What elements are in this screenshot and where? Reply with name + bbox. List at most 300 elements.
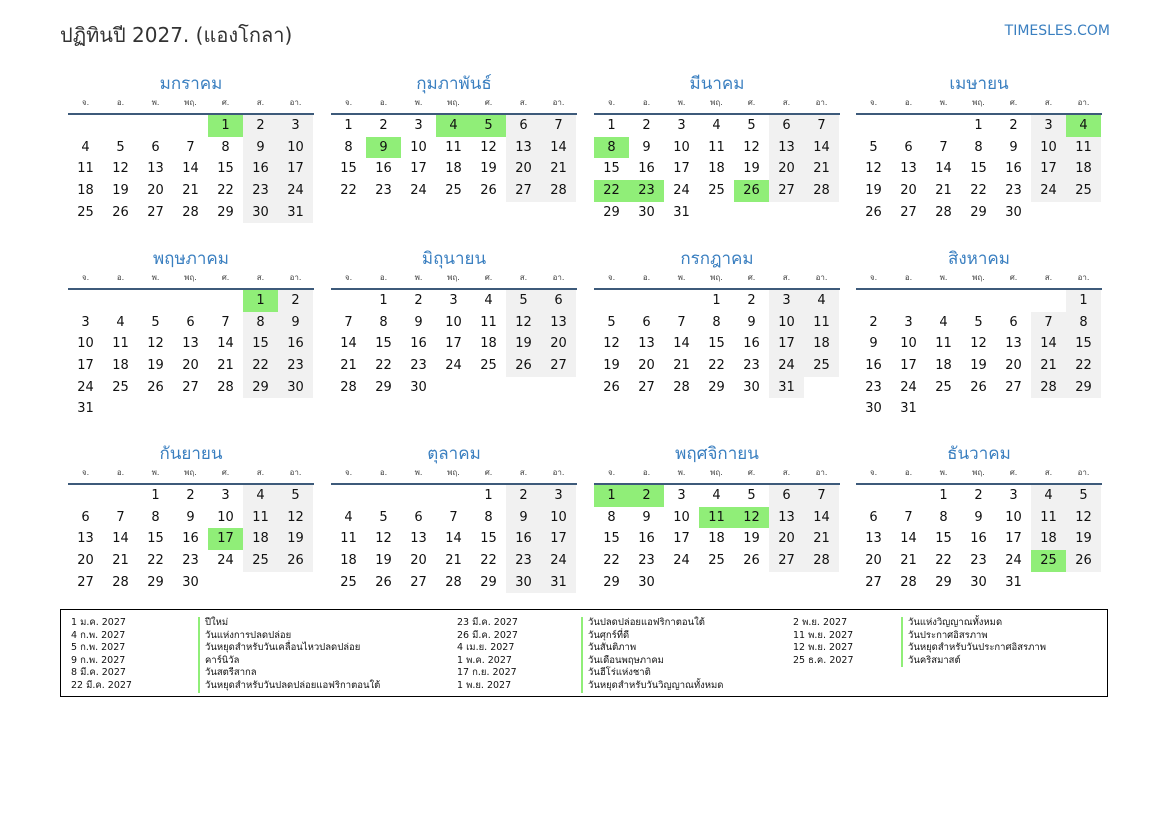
holiday-day-cell: 4 (1066, 115, 1101, 137)
day-cell: 3 (677, 488, 686, 503)
day-cell: 18 (77, 183, 94, 199)
holiday-name: วันปลดปล่อยแอฟริกาตอนใต้ (588, 617, 705, 628)
day-cell: 6 (869, 509, 878, 525)
day-cell: 23 (278, 355, 313, 377)
day-cell: 12 (480, 139, 497, 155)
day-cell: 14 (541, 137, 576, 159)
day-cell: 28 (541, 180, 576, 202)
day-cell: 8 (151, 509, 160, 525)
day-cell: 19 (506, 333, 541, 355)
day-cell: 19 (1066, 528, 1101, 550)
weekday-label: พ. (677, 468, 686, 477)
empty-cell (103, 485, 138, 507)
day-cell: 27 (900, 204, 917, 220)
weekday-label: ส. (256, 468, 265, 477)
day-cell: 24 (541, 550, 576, 572)
month-block (594, 248, 840, 398)
day-cell: 19 (743, 161, 760, 177)
holiday-name: คาร์นิวัล (205, 654, 240, 666)
empty-cell (996, 290, 1031, 312)
day-cell: 25 (708, 553, 725, 569)
weekday-label: อา. (289, 273, 302, 282)
day-cell: 11 (1031, 507, 1066, 529)
day-cell: 2 (414, 293, 423, 308)
day-cell: 23 (743, 358, 760, 374)
day-cell: 27 (410, 574, 427, 590)
weekday-label: อ. (642, 98, 651, 107)
day-cell: 3 (1009, 488, 1018, 503)
day-cell: 11 (340, 531, 357, 547)
day-cell: 2 (243, 115, 278, 137)
holiday-names-column (901, 617, 1046, 667)
day-cell: 22 (217, 183, 234, 199)
holiday-day-cell: 17 (208, 528, 243, 550)
day-cell: 11 (243, 507, 278, 529)
holiday-day-cell: 5 (471, 115, 506, 137)
day-cell: 21 (445, 553, 462, 569)
day-cell: 29 (217, 204, 234, 220)
day-cell: 24 (445, 358, 462, 374)
weekday-label: ศ. (747, 273, 756, 282)
day-cell: 17 (673, 531, 690, 547)
day-cell: 4 (81, 139, 90, 155)
day-cell: 30 (970, 574, 987, 590)
day-cell: 5 (747, 488, 756, 503)
day-cell: 30 (638, 574, 655, 590)
weekday-label: พฤ. (710, 98, 723, 107)
empty-cell (138, 290, 173, 312)
holiday-dates-column (71, 617, 132, 693)
day-cell: 10 (77, 336, 94, 352)
day-cell: 21 (217, 358, 234, 374)
day-grid (594, 115, 840, 223)
day-cell: 28 (445, 574, 462, 590)
weekday-label: ศ. (1009, 273, 1018, 282)
day-cell: 16 (865, 358, 882, 374)
weekday-label: อ. (642, 273, 651, 282)
month-name: มิถุนายน (421, 249, 487, 269)
month-name: สิงหาคม (947, 249, 1010, 269)
day-cell: 15 (970, 161, 987, 177)
day-cell: 5 (607, 314, 616, 330)
weekday-label: จ. (607, 468, 616, 477)
day-cell: 30 (506, 572, 541, 594)
day-cell: 13 (506, 137, 541, 159)
holiday-date: 12 พ.ย. 2027 (793, 642, 854, 654)
day-cell: 12 (147, 336, 164, 352)
day-cell: 4 (712, 488, 721, 503)
month-name: เมษายน (949, 74, 1009, 94)
day-cell: 22 (603, 553, 620, 569)
day-cell: 19 (147, 358, 164, 374)
day-cell: 29 (375, 379, 392, 395)
day-cell: 10 (673, 509, 690, 525)
day-cell: 6 (769, 115, 804, 137)
weekday-label: พ. (939, 468, 948, 477)
day-cell: 1 (379, 293, 388, 308)
empty-cell (961, 290, 996, 312)
day-cell: 4 (939, 314, 948, 330)
day-cell: 24 (1031, 180, 1066, 202)
weekday-label: พ. (414, 273, 423, 282)
day-cell: 7 (904, 509, 913, 525)
day-cell: 10 (278, 137, 313, 159)
day-cell: 7 (804, 485, 839, 507)
day-cell: 10 (541, 507, 576, 529)
day-cell: 8 (939, 509, 948, 525)
day-cell: 4 (116, 314, 125, 330)
weekday-label: พฤ. (184, 273, 197, 282)
day-cell: 18 (804, 333, 839, 355)
holiday-date: 11 พ.ย. 2027 (793, 629, 854, 641)
holiday-name: ปีใหม่ (205, 617, 229, 628)
weekday-label: อ. (642, 468, 651, 477)
day-cell: 3 (904, 314, 913, 330)
day-cell: 25 (935, 379, 952, 395)
day-cell: 19 (865, 183, 882, 199)
month-name: มกราคม (159, 74, 223, 94)
day-cell: 11 (112, 336, 129, 352)
month-name: ธันวาคม (947, 444, 1011, 464)
day-cell: 18 (708, 531, 725, 547)
day-cell: 27 (182, 379, 199, 395)
day-cell: 16 (278, 333, 313, 355)
day-cell: 20 (900, 183, 917, 199)
day-cell: 28 (804, 550, 839, 572)
day-cell: 30 (743, 379, 760, 395)
weekday-label: ส. (256, 98, 265, 107)
empty-cell (208, 290, 243, 312)
day-cell: 20 (147, 183, 164, 199)
weekday-label: ส. (782, 468, 791, 477)
day-cell: 1 (151, 488, 160, 503)
day-cell: 10 (1031, 137, 1066, 159)
day-cell: 21 (804, 528, 839, 550)
day-cell: 30 (410, 379, 427, 395)
weekday-label: อา. (1077, 468, 1090, 477)
day-cell: 11 (708, 139, 725, 155)
empty-cell (891, 485, 926, 507)
day-cell: 5 (116, 139, 125, 155)
month-name: พฤษภาคม (152, 249, 230, 269)
weekday-label: ส. (1044, 98, 1053, 107)
day-cell: 23 (1005, 183, 1022, 199)
holiday-day-cell: 1 (208, 115, 243, 137)
weekday-label: อา. (815, 98, 828, 107)
day-cell: 6 (1009, 314, 1018, 330)
weekday-label: อ. (904, 98, 913, 107)
empty-cell (856, 485, 891, 507)
day-cell: 25 (804, 355, 839, 377)
day-cell: 13 (147, 161, 164, 177)
day-cell: 28 (112, 574, 129, 590)
day-cell: 24 (900, 379, 917, 395)
day-cell: 21 (935, 183, 952, 199)
day-cell: 29 (708, 379, 725, 395)
day-cell: 16 (375, 161, 392, 177)
weekday-header (594, 272, 840, 290)
day-cell: 11 (77, 161, 94, 177)
holiday-date: 1 ม.ค. 2027 (71, 617, 126, 628)
day-cell: 29 (970, 204, 987, 220)
day-cell: 25 (340, 574, 357, 590)
day-cell: 22 (340, 183, 357, 199)
day-cell: 3 (541, 485, 576, 507)
day-cell: 6 (414, 509, 423, 525)
holiday-name: วันสตรีสากล (205, 667, 257, 679)
day-cell: 5 (506, 290, 541, 312)
day-cell: 8 (484, 509, 493, 525)
day-cell: 7 (116, 509, 125, 525)
site-link[interactable]: TIMESLES.COM (1004, 23, 1110, 39)
day-cell: 6 (506, 115, 541, 137)
day-cell: 24 (410, 183, 427, 199)
holiday-date: 26 มี.ค. 2027 (457, 629, 518, 641)
day-cell: 23 (375, 183, 392, 199)
day-cell: 14 (445, 531, 462, 547)
day-cell: 3 (414, 118, 423, 133)
holiday-name: วันหยุดสำหรับวันเคลื่อนไหวปลดปล่อย (205, 642, 361, 654)
month-block (594, 73, 840, 223)
weekday-label: อา. (289, 468, 302, 477)
day-cell: 25 (1066, 180, 1101, 202)
day-cell: 19 (603, 358, 620, 374)
day-cell: 13 (769, 507, 804, 529)
weekday-label: จ. (869, 468, 878, 477)
weekday-header (331, 97, 577, 115)
day-cell: 24 (77, 379, 94, 395)
day-cell: 25 (112, 379, 129, 395)
day-cell: 8 (344, 139, 353, 155)
day-cell: 19 (112, 183, 129, 199)
weekday-label: ส. (1044, 273, 1053, 282)
day-cell: 17 (410, 161, 427, 177)
day-cell: 4 (243, 485, 278, 507)
weekday-label: อ. (379, 468, 388, 477)
day-cell: 26 (147, 379, 164, 395)
weekday-label: ศ. (221, 98, 230, 107)
day-cell: 19 (743, 531, 760, 547)
month-name: กันยายน (159, 444, 223, 464)
holiday-date: 22 มี.ค. 2027 (71, 679, 132, 691)
day-cell: 16 (1005, 161, 1022, 177)
day-cell: 21 (182, 183, 199, 199)
day-cell: 13 (541, 312, 576, 334)
day-cell: 26 (506, 355, 541, 377)
empty-cell (594, 290, 629, 312)
empty-cell (68, 485, 103, 507)
day-cell: 29 (1066, 377, 1101, 399)
day-cell: 18 (1031, 528, 1066, 550)
day-cell: 12 (506, 312, 541, 334)
month-block (856, 443, 1102, 593)
day-cell: 26 (1066, 550, 1101, 572)
day-cell: 15 (603, 531, 620, 547)
weekday-label: จ. (81, 98, 90, 107)
day-cell: 27 (506, 180, 541, 202)
holiday-date: 1 พ.ย. 2027 (457, 679, 512, 691)
day-cell: 4 (344, 509, 353, 525)
day-cell: 19 (480, 161, 497, 177)
holiday-date: 2 พ.ย. 2027 (793, 617, 848, 628)
holiday-dates-column (457, 617, 518, 693)
day-cell: 17 (445, 336, 462, 352)
day-cell: 17 (769, 333, 804, 355)
day-cell: 7 (449, 509, 458, 525)
day-cell: 27 (541, 355, 576, 377)
day-cell: 30 (278, 377, 313, 399)
day-cell: 1 (1066, 290, 1101, 312)
day-cell: 11 (480, 314, 497, 330)
day-cell: 27 (147, 204, 164, 220)
holiday-day-cell: 23 (629, 180, 664, 202)
day-cell: 12 (865, 161, 882, 177)
day-cell: 25 (480, 358, 497, 374)
day-cell: 22 (480, 553, 497, 569)
day-cell: 3 (677, 118, 686, 133)
day-cell: 7 (939, 139, 948, 155)
page-title: ปฏิทินปี 2027. (แองโกลา) (60, 23, 293, 47)
day-cell: 18 (340, 553, 357, 569)
weekday-header (68, 467, 314, 485)
weekday-label: ศ. (484, 98, 493, 107)
weekday-label: พ. (414, 98, 423, 107)
empty-cell (173, 290, 208, 312)
weekday-label: ส. (519, 273, 528, 282)
holiday-list (60, 609, 1108, 697)
day-cell: 8 (607, 509, 616, 525)
day-cell: 26 (603, 379, 620, 395)
weekday-label: ศ. (484, 468, 493, 477)
empty-cell (68, 290, 103, 312)
weekday-label: พ. (677, 98, 686, 107)
day-cell: 24 (278, 180, 313, 202)
day-grid (331, 290, 577, 398)
weekday-label: พฤ. (710, 468, 723, 477)
day-cell: 21 (1031, 355, 1066, 377)
weekday-label: พฤ. (710, 273, 723, 282)
empty-cell (1031, 290, 1066, 312)
weekday-label: ส. (256, 273, 265, 282)
day-cell: 12 (278, 507, 313, 529)
day-grid (68, 115, 314, 223)
day-cell: 9 (642, 139, 651, 155)
day-cell: 4 (1031, 485, 1066, 507)
day-cell: 31 (278, 202, 313, 224)
day-cell: 3 (1031, 115, 1066, 137)
weekday-label: อ. (904, 273, 913, 282)
day-cell: 14 (804, 137, 839, 159)
weekday-label: ส. (1044, 468, 1053, 477)
month-name: พฤศจิกายน (675, 444, 759, 464)
day-cell: 19 (375, 553, 392, 569)
day-cell: 21 (340, 358, 357, 374)
day-cell: 27 (865, 574, 882, 590)
weekday-label: อ. (116, 468, 125, 477)
empty-cell (138, 115, 173, 137)
day-cell: 20 (769, 528, 804, 550)
day-cell: 17 (278, 158, 313, 180)
holiday-name: วันหยุดสำหรับวันปลดปล่อยแอฟริกาตอนใต้ (205, 679, 381, 691)
weekday-label: อา. (1077, 273, 1090, 282)
day-cell: 29 (935, 574, 952, 590)
day-cell: 16 (506, 528, 541, 550)
weekday-label: พฤ. (447, 468, 460, 477)
day-cell: 15 (147, 531, 164, 547)
weekday-label: ส. (519, 98, 528, 107)
day-cell: 31 (769, 377, 804, 399)
day-cell: 18 (708, 161, 725, 177)
day-cell: 4 (804, 290, 839, 312)
day-cell: 6 (186, 314, 195, 330)
day-cell: 22 (375, 358, 392, 374)
day-cell: 11 (804, 312, 839, 334)
day-cell: 25 (708, 183, 725, 199)
empty-cell (68, 115, 103, 137)
weekday-label: ศ. (747, 468, 756, 477)
weekday-label: อา. (552, 273, 565, 282)
day-cell: 28 (217, 379, 234, 395)
day-cell: 5 (1066, 485, 1101, 507)
day-cell: 9 (186, 509, 195, 525)
holiday-day-cell: 4 (436, 115, 471, 137)
day-cell: 24 (1005, 553, 1022, 569)
day-cell: 24 (673, 553, 690, 569)
weekday-header (331, 467, 577, 485)
day-cell: 10 (900, 336, 917, 352)
day-cell: 26 (743, 553, 760, 569)
day-cell: 3 (81, 314, 90, 330)
day-cell: 5 (151, 314, 160, 330)
day-cell: 16 (243, 158, 278, 180)
day-cell: 16 (743, 336, 760, 352)
day-cell: 2 (379, 118, 388, 133)
day-cell: 26 (278, 550, 313, 572)
day-cell: 13 (900, 161, 917, 177)
day-cell: 27 (769, 550, 804, 572)
day-cell: 18 (1066, 158, 1101, 180)
day-cell: 12 (1066, 507, 1101, 529)
day-cell: 16 (638, 161, 655, 177)
day-cell: 25 (445, 183, 462, 199)
day-cell: 10 (410, 139, 427, 155)
month-block (331, 443, 577, 593)
day-cell: 13 (769, 137, 804, 159)
day-cell: 20 (410, 553, 427, 569)
weekday-label: ศ. (221, 273, 230, 282)
day-cell: 20 (541, 333, 576, 355)
weekday-label: จ. (344, 468, 353, 477)
holiday-name: วันแห่งการปลดปล่อย (205, 629, 292, 641)
day-cell: 15 (708, 336, 725, 352)
day-cell: 15 (217, 161, 234, 177)
weekday-label: จ. (81, 468, 90, 477)
day-cell: 20 (638, 358, 655, 374)
holiday-names-column (198, 617, 380, 693)
day-cell: 4 (484, 293, 493, 308)
empty-cell (366, 485, 401, 507)
day-cell: 2 (869, 314, 878, 330)
day-cell: 30 (865, 401, 882, 417)
day-cell: 23 (182, 553, 199, 569)
day-cell: 7 (541, 115, 576, 137)
day-cell: 10 (769, 312, 804, 334)
weekday-label: ศ. (484, 273, 493, 282)
day-cell: 15 (340, 161, 357, 177)
holiday-date: 1 พ.ค. 2027 (457, 654, 512, 666)
holiday-day-cell: 1 (594, 485, 629, 507)
day-cell: 8 (379, 314, 388, 330)
